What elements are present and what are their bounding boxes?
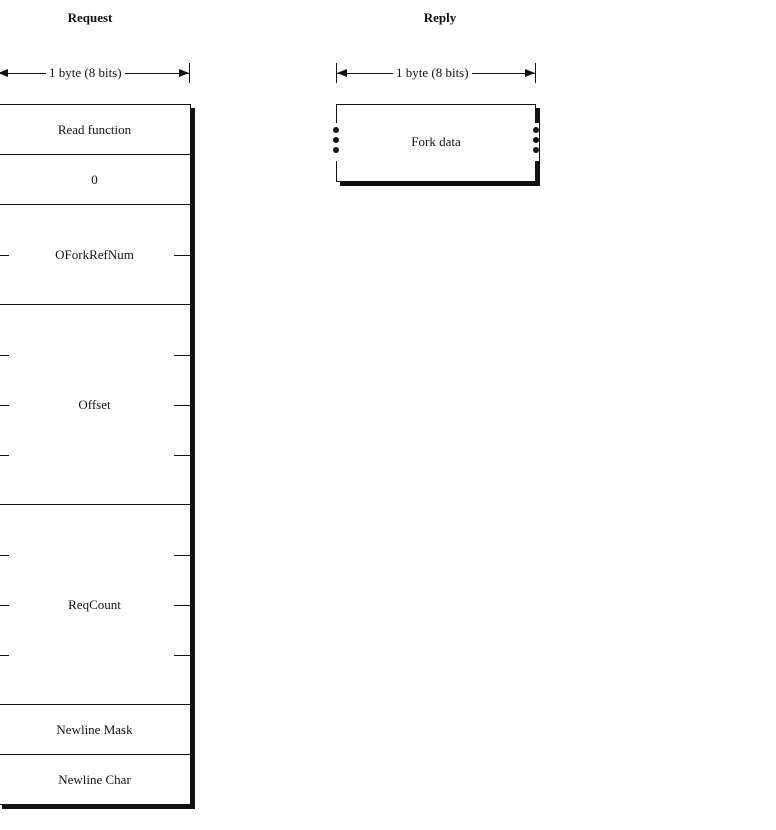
field-fork-data: Fork data [411, 134, 461, 149]
field-label: 0 [91, 171, 98, 187]
field-label: Read function [57, 121, 132, 137]
byte-divider-mark [174, 655, 190, 656]
byte-divider-mark [0, 555, 9, 556]
byte-divider-mark [174, 255, 190, 256]
reply-byte-width-dimension [335, 63, 540, 83]
field-req-count [0, 505, 190, 705]
reply-byte-width-label: 1 byte (8 bits) [393, 65, 472, 81]
arrow-left-icon [337, 69, 347, 77]
field-label: ReqCount [68, 596, 121, 612]
byte-divider-mark [0, 355, 9, 356]
byte-divider-mark [0, 255, 9, 256]
request-packet-diagram [0, 104, 191, 805]
byte-divider-mark [174, 455, 190, 456]
reply-bottom-edge [336, 181, 536, 182]
byte-divider-mark [0, 405, 9, 406]
dimension-tick [535, 63, 536, 83]
byte-divider-mark [174, 555, 190, 556]
field-newline-mask [0, 705, 190, 755]
field-label: Newline Mask [56, 721, 133, 737]
dimension-tick [189, 63, 190, 83]
field-offset [0, 305, 190, 505]
byte-divider-mark [0, 605, 9, 606]
request-heading: Request [67, 10, 113, 25]
byte-divider-mark [174, 605, 190, 606]
field-ofork-ref-num [0, 205, 190, 305]
byte-divider-mark [174, 355, 190, 356]
field-label: OForkRefNum [55, 246, 134, 262]
field-label: Newline Char [58, 771, 131, 787]
field-label: Offset [78, 396, 111, 412]
byte-divider-mark [0, 455, 9, 456]
arrow-right-icon [179, 69, 189, 77]
field-newline-char [0, 755, 190, 805]
reply-heading: Reply [423, 10, 457, 25]
byte-divider-mark [0, 655, 9, 656]
byte-divider-mark [174, 405, 190, 406]
reply-packet-diagram [336, 104, 536, 182]
field-read-function [0, 105, 190, 155]
request-byte-width-label: 1 byte (8 bits) [46, 65, 125, 81]
field-zero [0, 155, 190, 205]
arrow-left-icon [0, 69, 8, 77]
request-byte-width-dimension [0, 63, 192, 83]
arrow-right-icon [525, 69, 535, 77]
